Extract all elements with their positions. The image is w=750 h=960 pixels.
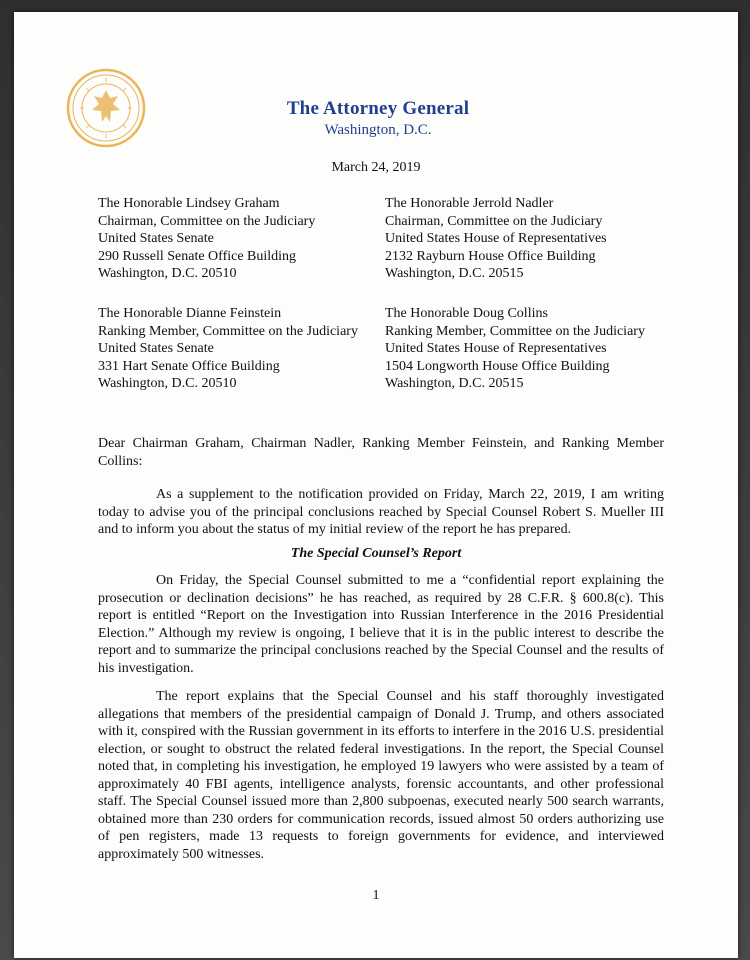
- letterhead-subtitle: Washington, D.C.: [324, 122, 432, 138]
- recipient-role: Chairman, Committee on the Judiciary: [385, 213, 603, 229]
- letterhead-title: The Attorney General: [286, 98, 470, 119]
- recipient-feinstein: [98, 305, 358, 393]
- letter-page: [14, 12, 738, 958]
- recipient-body: United States House of Representatives: [385, 341, 607, 356]
- recipient-city: Washington, D.C. 20515: [385, 266, 524, 281]
- page-number: 1: [372, 888, 380, 903]
- recipient-graham: [98, 195, 315, 283]
- recipient-city: Washington, D.C. 20515: [385, 376, 524, 391]
- recipient-body: United States Senate: [98, 341, 214, 356]
- doj-seal-icon: [66, 68, 146, 148]
- recipient-city: Washington, D.C. 20510: [98, 376, 237, 391]
- paragraph-intro: As a supplement to the notification provided on Friday, March 22, 2019, I am writing today to advise you of the principal conclusions reached by Special Counsel Robert S. Mueller III and to inform you about the status of my initial review of the report he has prepared.: [98, 487, 664, 537]
- salutation: Dear Chairman Graham, Chairman Nadler, Ranking Member Feinstein, and Ranking Member Collins:: [98, 436, 664, 469]
- recipient-name: The Honorable Jerrold Nadler: [385, 196, 554, 211]
- recipient-role: Ranking Member, Committee on the Judiciary: [98, 323, 358, 339]
- recipient-role: Ranking Member, Committee on the Judiciary: [385, 323, 645, 339]
- recipient-name: The Honorable Lindsey Graham: [98, 196, 280, 211]
- recipient-name: The Honorable Doug Collins: [385, 306, 548, 321]
- paragraph-investigation: The report explains that the Special Counsel and his staff thoroughly investigated allegations that members of the presidential campaign of Donald J. Trump, and others associated with it, conspired with the Russian government in its efforts to interfere in the 2016 U.S. presidential election, or sought to obstruct the related federal investigations. In the report, the Special Counsel noted that, in completing his investigation, he employed 19 lawyers who were assisted by a team of approximately 40 FBI agents, intelligence analysts, forensic accountants, and other professional staff. The Special Counsel issued more than 2,800 subpoenas, executed nearly 500 search warrants, obtained more than 230 orders for communication records, issued almost 50 orders authorizing use of pen registers, made 13 requests to foreign governments for evidence, and interviewed approximately 500 witnesses.: [98, 689, 664, 862]
- recipient-role: Chairman, Committee on the Judiciary: [98, 213, 316, 229]
- paragraph-report: On Friday, the Special Counsel submitted to me a “confidential report explaining the prosecution or declination decisions” he has reached, as required by 28 C.F.R. § 600.8(c). This report is entitled “Report on the Investigation into Russian Interference in the 2016 Presidential Election.” Although my review is ongoing, I believe that it is in the public interest to describe the report and to summarize the principal conclusions reached by the Special Counsel and the results of his investigation.: [98, 573, 664, 676]
- recipient-city: Washington, D.C. 20510: [98, 266, 237, 281]
- recipient-office: 2132 Rayburn House Office Building: [385, 248, 596, 264]
- recipient-name: The Honorable Dianne Feinstein: [98, 306, 282, 321]
- recipient-nadler: [385, 195, 607, 283]
- section-heading: The Special Counsel’s Report: [290, 546, 462, 561]
- recipient-office: 331 Hart Senate Office Building: [98, 358, 280, 374]
- letter-date: March 24, 2019: [331, 160, 421, 175]
- recipient-body: United States Senate: [98, 231, 214, 246]
- recipient-office: 1504 Longworth House Office Building: [385, 358, 610, 374]
- recipient-collins: [385, 305, 645, 393]
- recipient-body: United States House of Representatives: [385, 231, 607, 246]
- recipient-office: 290 Russell Senate Office Building: [98, 248, 297, 264]
